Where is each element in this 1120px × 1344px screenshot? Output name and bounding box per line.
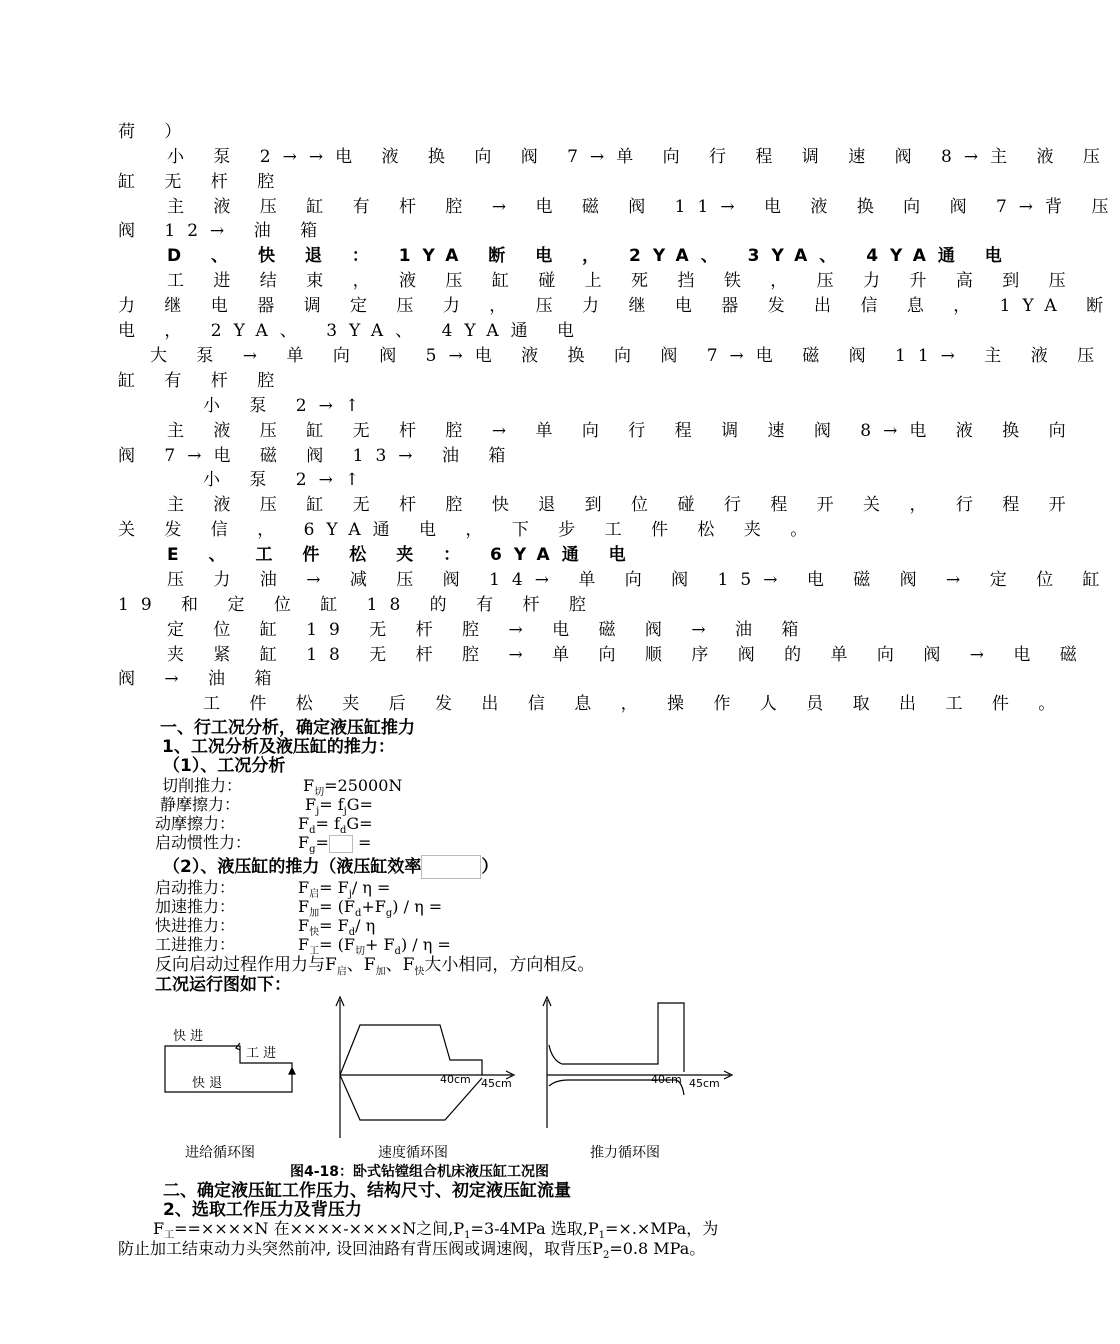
text-line: 阀 → 油 箱	[118, 669, 284, 689]
text-line: 关 发 信 ， 6YA通 电 ， 下 步 工 件 松 夹 。	[118, 520, 820, 540]
subsection-title: 2、选取工作压力及背压力	[163, 1200, 362, 1220]
formula-label: 工进推力：	[155, 935, 236, 954]
feed-work-label: 工 进	[246, 1046, 277, 1061]
formula-label: 切削推力：	[162, 776, 243, 795]
formula: $F_快= F_d/$ η	[298, 916, 376, 939]
text-line: 主 液 压 缸 有 杆 腔 → 电 磁 阀 11→ 电 液 换 向 阀 7→背 压	[167, 197, 1120, 217]
velocity-45cm-label: 45cm	[481, 1077, 512, 1090]
text-line: 小 泵 2→↑	[203, 470, 372, 490]
text-line: 工 进 结 束 ， 液 压 缸 碰 上 死 挡 铁 ， 压 力 升 高 到 压	[167, 271, 1078, 291]
caption-velocity-cycle: 速度循环图	[378, 1145, 448, 1161]
text-line: 阀 12→ 油 箱	[118, 221, 330, 241]
figure-title: 图4-18：卧式钻镗组合机床液压缸工况图	[290, 1164, 550, 1180]
text-line: 大 泵 → 单 向 阀 5→电 液 换 向 阀 7→电 磁 阀 11→ 主 液 压	[150, 346, 1107, 366]
subsection-title: 工况运行图如下：	[155, 975, 291, 995]
force-40cm-label: 40cm	[651, 1073, 682, 1086]
text-line: 夹 紧 缸 18 无 杆 腔 → 单 向 顺 序 阀 的 单 向 阀 → 电 磁	[167, 645, 1089, 665]
formula: $F_工= (F_切+ F_d) / \eta$ =	[298, 935, 451, 958]
section-title: 一、行工况分析，确定液压缸推力	[160, 718, 415, 738]
text-line: 主 液 压 缸 无 杆 腔 快 退 到 位 碰 行 程 开 关 ， 行 程 开	[167, 495, 1078, 515]
text-line: 主 液 压 缸 无 杆 腔 → 单 向 行 程 调 速 阀 8→电 液 换 向	[167, 421, 1078, 441]
text-line: 19 和 定 位 缸 18 的 有 杆 腔	[118, 595, 598, 615]
text-line: 防止加工结束动力头突然前冲, 设回油路有背压阀或调速阀，取背压$P_2=0.8$ MPa。	[118, 1239, 706, 1262]
formula-label: 加速推力：	[155, 897, 236, 916]
broken-image-icon	[421, 855, 481, 879]
cycle-diagrams	[0, 990, 950, 1165]
text-line: 工 件 松 夹 后 发 出 信 息 ， 操 作 人 员 取 出 工 件 。	[203, 694, 1068, 714]
force-cycle-diagram	[543, 997, 732, 1128]
text-line: $F_工==\times\times\times\times N$ 在××××-××××N之间$,P_1=3-4MPa$ 选取$,P_1=\times.\times MPa$，为	[153, 1219, 719, 1242]
formula: $F_d= f_dG=$	[298, 814, 373, 837]
caption-force-cycle: 推力循环图	[590, 1145, 660, 1161]
formula-label: 动摩擦力：	[155, 814, 236, 833]
broken-image-icon	[329, 835, 353, 853]
formula: $F_g=$ =	[298, 833, 372, 856]
formula: $F_j= f_jG=$	[305, 795, 373, 818]
velocity-40cm-label: 40cm	[440, 1073, 471, 1086]
formula-label: 静摩擦力：	[160, 795, 241, 814]
feed-fast-label: 快 进	[173, 1029, 204, 1044]
text-line: 缸 有 杆 腔	[118, 371, 287, 391]
formula-label: 快进推力：	[155, 916, 236, 935]
formula: $F_启= F_j/$ η =	[298, 878, 391, 901]
formula-label: 启动推力：	[155, 878, 236, 897]
text-line: 反向启动过程作用力与$F_启$、$F_加$、$F_快$大小相同，方向相反。	[155, 955, 595, 978]
text-line: 定 位 缸 19 无 杆 腔 → 电 磁 阀 → 油 箱	[167, 620, 811, 640]
subsection-title: 1、工况分析及液压缸的推力：	[162, 737, 395, 757]
section-heading: E 、 工 件 松 夹 ： 6YA通 电	[167, 545, 638, 565]
formula: $F_加= (F_d+F_g) / \eta$ =	[298, 897, 443, 920]
text-line: 小 泵 2→→电 液 换 向 阀 7→单 向 行 程 调 速 阀 8→主 液 压	[167, 147, 1112, 167]
text-line: 力 继 电 器 调 定 压 力 ， 压 力 继 电 器 发 出 信 息 ， 1YA 断	[118, 296, 1116, 316]
text-line: 缸 无 杆 腔	[118, 172, 287, 192]
text-line: 荷 ）	[118, 122, 194, 142]
text-line: 压 力 油 → 减 压 阀 14→ 单 向 阀 15→ 电 磁 阀 → 定 位 缸	[167, 570, 1112, 590]
section-title: 二、确定液压缸工作压力、结构尺寸、初定液压缸流量	[163, 1181, 571, 1201]
feed-back-label: 快 退	[192, 1076, 223, 1091]
text-line: 阀 7→电 磁 阀 13→ 油 箱	[118, 446, 518, 466]
formula: $F_切=25000N$	[303, 776, 403, 799]
velocity-cycle-diagram	[336, 997, 514, 1138]
formula-label: 启动惯性力：	[155, 833, 252, 852]
subsection-title: （1）、工况分析	[163, 756, 286, 776]
section-heading: D 、 快 退 ： 1YA 断 电 ， 2YA、 3YA、 4YA通 电	[167, 246, 1014, 266]
force-45cm-label: 45cm	[689, 1077, 720, 1090]
text-line: 电 ， 2YA、 3YA、 4YA通 电	[118, 321, 587, 341]
caption-feed-cycle: 进给循环图	[185, 1145, 255, 1161]
subsection-title: （2）、液压缸的推力（液压缸效率 ）	[163, 857, 499, 877]
text-line: 小 泵 2→↑	[203, 396, 372, 416]
